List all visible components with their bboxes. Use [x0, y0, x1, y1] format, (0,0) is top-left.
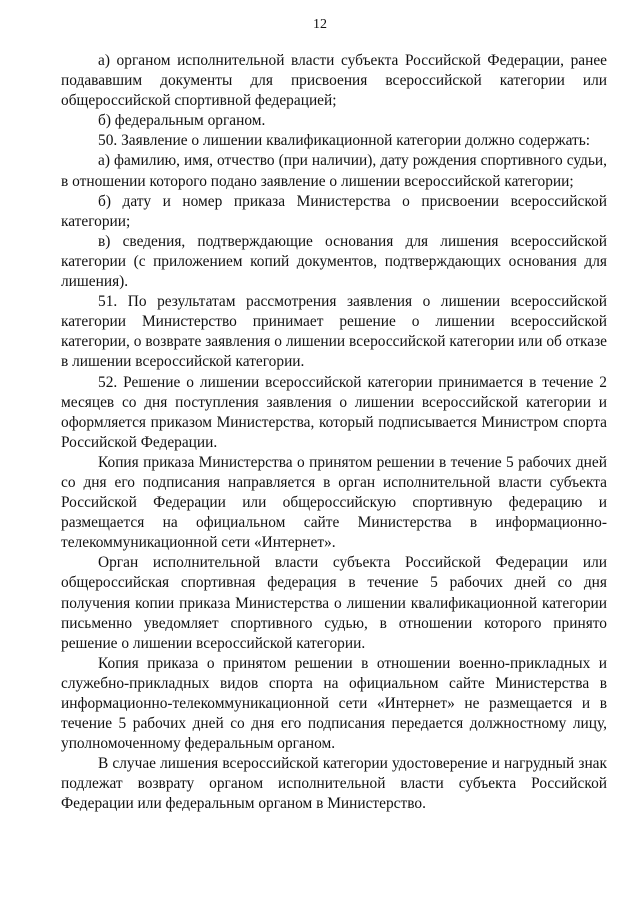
page-number: 12 — [313, 17, 327, 32]
paragraph-50-b: б) дату и номер приказа Министерства о присвоении всероссийской категории; — [61, 192, 607, 230]
paragraph-return-badge: В случае лишения всероссийской категории удостоверение и нагрудный знак подлежат возврату органом исполнительной власти субъекта Российской Федерации или федеральным органом в Министерство. — [61, 755, 607, 813]
paragraph-52: 52. Решение о лишении всероссийской категории принимается в течение 2 месяцев со дня поступления заявления о лишении всероссийской категории и оформляется приказом Министерства, который подписывается Министром спорта Российской Федерации. — [61, 373, 607, 451]
paragraph-50-a: а) фамилию, имя, отчество (при наличии), дату рождения спортивного судьи, в отношении которого подано заявление о лишении всероссийской категории; — [61, 152, 607, 190]
paragraph-50-c: в) сведения, подтверждающие основания для лишения всероссийской категории (с приложением копий документов, подтверждающих основания для лишения). — [61, 232, 607, 291]
paragraph-notify-judge: Орган исполнительной власти субъекта Российской Федерации или общероссийская спортивная федерация в течение 5 рабочих дней со дня получения копии приказа Министерства о лишении квалификационной категории письменно уведомляет спортивного судью, в отношении которого принято решение о лишении всероссийской категории. — [61, 554, 607, 652]
paragraph-50-heading: 50. Заявление о лишении квалификационной категории должно содержать: — [98, 132, 591, 150]
paragraph-copy-of-order: Копия приказа Министерства о принятом решении в течение 5 рабочих дней со дня его подписания направляется в орган исполнительной власти субъекта Российской Федерации или общероссийскую спортивную федерацию и размещается на официальном сайте Министерства в информационно-телекоммуникационной сети «Интернет». — [61, 453, 607, 552]
document-body — [61, 51, 607, 815]
paragraph-a-executive-body: а) органом исполнительной власти субъекта Российской Федерации, ранее подававшим документы для присвоения всероссийской категории или общероссийской спортивной федерацией; — [61, 52, 607, 110]
paragraph-military-sports: Копия приказа о принятом решении в отношении военно-прикладных и служебно-прикладных видов спорта на официальном сайте Министерства в информационно-телекоммуникационной сети «Интернет» не размещается и в течение 5 рабочих дней со дня его подписания передается должностному лицу, уполномоченному федеральным органом. — [61, 654, 607, 753]
paragraph-b-federal-body: б) федеральным органом. — [98, 112, 266, 130]
paragraph-51: 51. По результатам рассмотрения заявления о лишении всероссийской категории Министерство принимает решение о лишении всероссийской категории, о возврате заявления о лишении всероссийской категории или об отказе в лишении всероссийской категории. — [61, 293, 607, 371]
